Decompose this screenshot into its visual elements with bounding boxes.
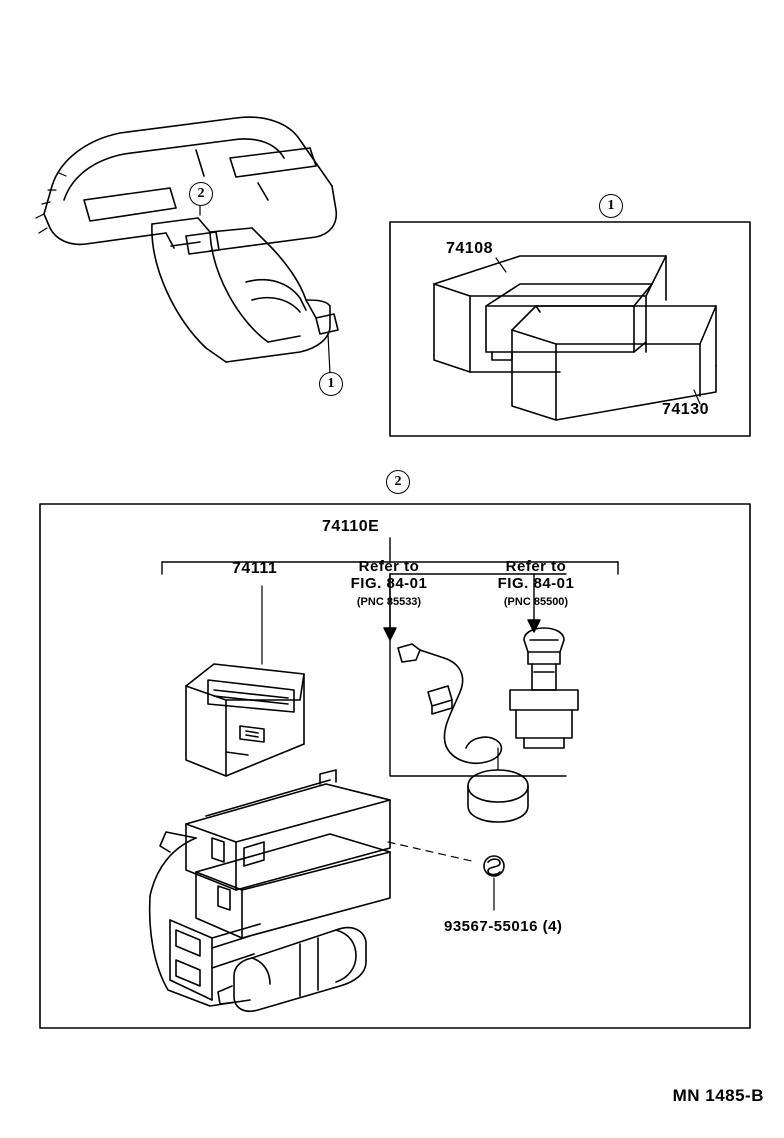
refer-85533-line3: (PNC 85533): [356, 596, 422, 608]
refer-85500-line3: (PNC 85500): [503, 596, 569, 608]
callout-2-box[interactable]: 2: [386, 470, 410, 494]
console-body-illustration: [150, 770, 390, 1011]
part-74111-illustration: [186, 586, 304, 776]
callout-1-console[interactable]: 1: [319, 372, 343, 396]
figure-code: MN 1485-B: [672, 1086, 764, 1105]
bolt-symbol: [388, 842, 504, 910]
lighter-plug: [510, 628, 578, 748]
callout-1-box[interactable]: 1: [599, 194, 623, 218]
lighter-retainer-ring: [468, 770, 528, 822]
part-label-74110E: 74110E: [322, 518, 380, 535]
dashboard-illustration: [36, 117, 338, 374]
refer-85533-line2: FIG. 84-01: [350, 575, 428, 592]
callout-2-console[interactable]: 2: [189, 182, 213, 206]
refer-85500-line1: Refer to: [505, 558, 567, 575]
bolt-part-label: 93567-55016 (4): [444, 918, 563, 935]
refer-85533: [331, 558, 447, 611]
refer-85500-line2: FIG. 84-01: [497, 575, 575, 592]
part-label-74111: 74111: [232, 560, 278, 577]
part-label-74108: 74108: [446, 240, 493, 257]
refer-85500: [478, 558, 594, 611]
part-label-74130: 74130: [662, 401, 709, 418]
ashtray-illustration: [434, 256, 716, 420]
refer-85533-line1: Refer to: [358, 558, 420, 575]
lighter-socket-wire: [398, 644, 501, 763]
